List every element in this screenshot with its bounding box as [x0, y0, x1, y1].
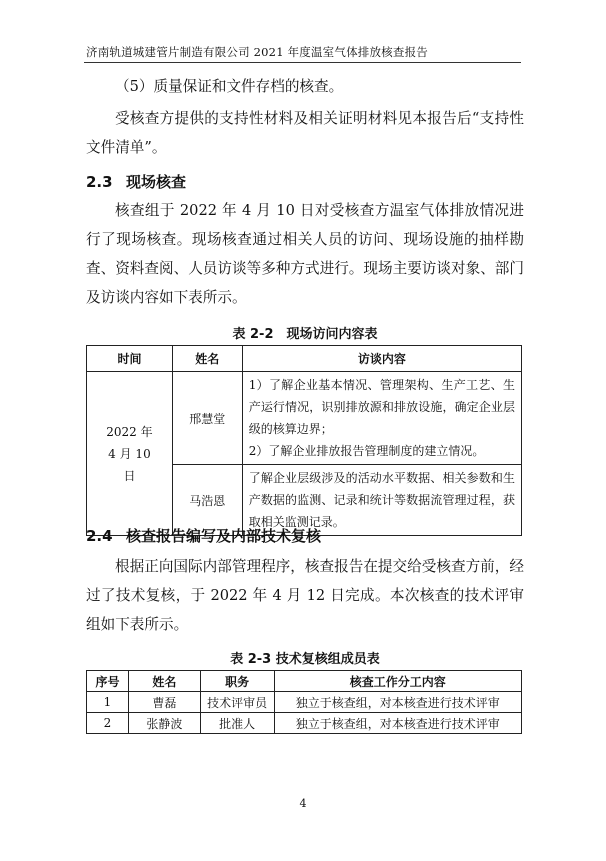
header-time: 时间: [87, 346, 173, 372]
site-visit-table: [86, 345, 522, 536]
section-number: 2.4: [86, 527, 113, 545]
page-header: 济南轨道城建管片制造有限公司 2021 年度温室气体排放核查报告: [86, 45, 428, 59]
interviewee-name: 邢慧堂: [172, 372, 242, 465]
section-number: 2.3: [86, 173, 113, 191]
paragraph-supporting-materials: 受核查方提供的支持性材料及相关证明材料见本报告后“支持性文件清单”。: [86, 110, 524, 156]
header-task: 核查工作分工内容: [274, 671, 521, 692]
interviewee-name: 马浩恩: [172, 465, 242, 536]
table-row: [87, 692, 522, 713]
header-name: 姓名: [172, 346, 242, 372]
interview-item: 2）了解企业排放报告管理制度的建立情况。: [248, 444, 485, 458]
table-header-row: [87, 346, 522, 372]
table-2-2-caption: 表 2-2 现场访问内容表: [232, 327, 378, 342]
member-name: 曹磊: [128, 692, 200, 713]
member-task: 独立于核查组，对本核查进行技术评审: [274, 713, 521, 734]
header-no: 序号: [87, 671, 129, 692]
review-team-table: [86, 670, 522, 734]
table-row: [87, 372, 522, 465]
interview-content: 了解企业层级涉及的活动水平数据、相关参数和生产数据的监测、记录和统计等数据流管理过程，获取相关监测记录。: [242, 465, 521, 536]
section-title: 核查报告编写及内部技术复核: [126, 527, 322, 545]
interview-content: [242, 372, 521, 465]
paragraph-technical-review: 根据正向国际内部管理程序，核查报告在提交给受核查方前，经过了技术复核，于 2022 年 4 月 12 日完成。本次核查的技术评审组如下表所示。: [86, 558, 524, 633]
header-name: 姓名: [128, 671, 200, 692]
table-header-row: [87, 671, 522, 692]
header-content: 访谈内容: [242, 346, 521, 372]
section-title: 现场核查: [126, 173, 187, 191]
member-role: 批准人: [200, 713, 274, 734]
page-number: 4: [299, 797, 307, 810]
header-role: 职务: [200, 671, 274, 692]
member-task: 独立于核查组，对本核查进行技术评审: [274, 692, 521, 713]
interview-item: 1）了解企业基本情况、管理架构、生产工艺、生产运行情况，识别排放源和排放设施，确定企业层级的核算边界；: [248, 378, 515, 436]
member-no: 2: [87, 713, 129, 734]
member-no: 1: [87, 692, 129, 713]
table-2-3-caption: 表 2-3 技术复核组成员表: [230, 652, 380, 667]
paragraph-quality-assurance: （5）质量保证和文件存档的核查。: [115, 78, 344, 95]
section-heading-2-4: [86, 525, 321, 546]
member-name: 张静波: [128, 713, 200, 734]
section-heading-2-3: [86, 171, 186, 192]
table-row: [87, 713, 522, 734]
member-role: 技术评审员: [200, 692, 274, 713]
paragraph-site-verification: 核查组于 2022 年 4 月 10 日对受核查方温室气体排放情况进行了现场核查。现场核查通过相关人员的访问、现场设施的抽样勘查、资料查阅、人员访谈等多种方式进行。现场主要访谈对象、部门及访谈内容如下表所示。: [86, 202, 524, 306]
header-rule: [84, 62, 521, 63]
visit-date: 2022 年 4 月 10 日: [87, 372, 173, 536]
